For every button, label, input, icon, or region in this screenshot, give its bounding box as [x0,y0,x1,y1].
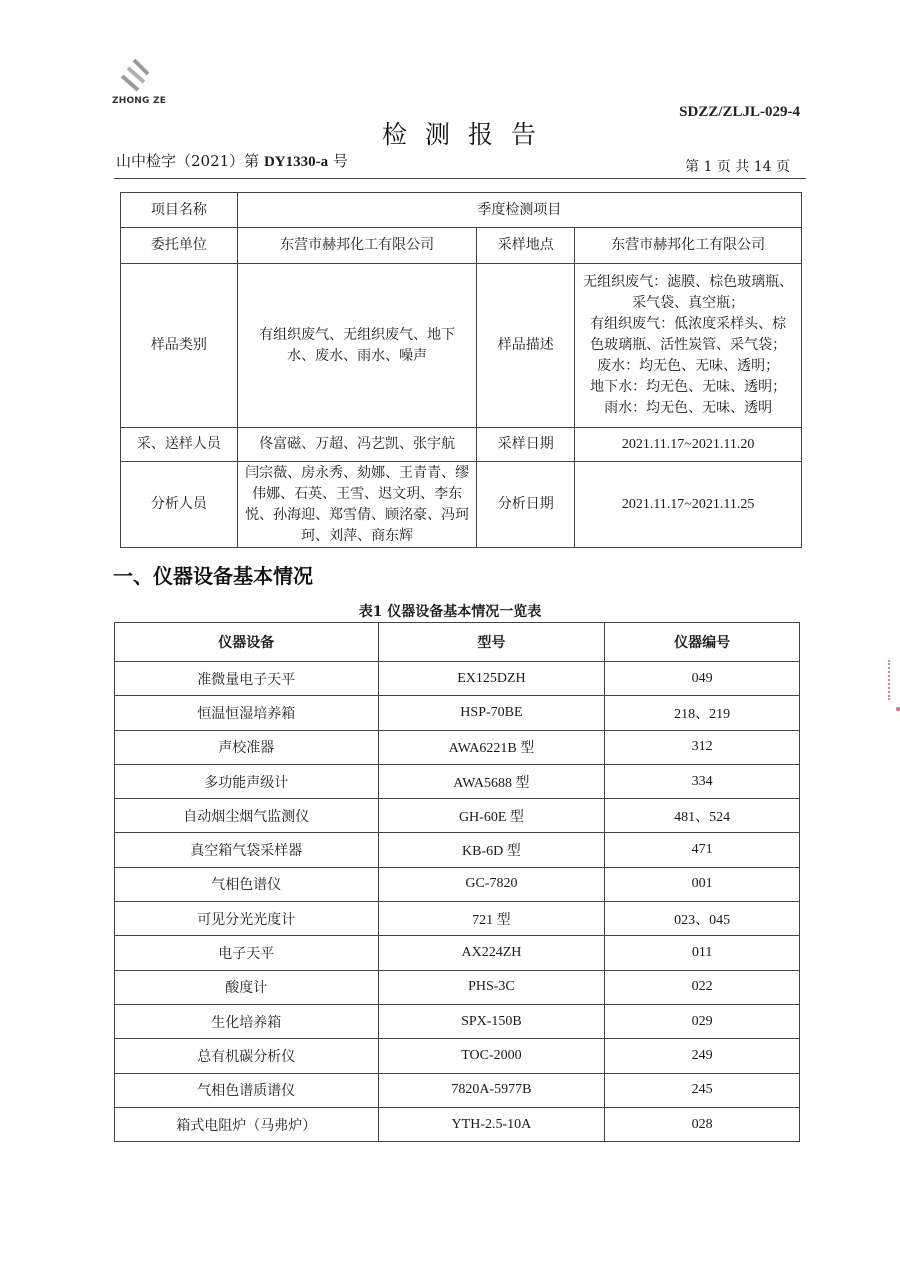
table-header-row [115,623,800,662]
sample-desc-line: 雨水：均无色、无味、透明 [604,400,773,416]
instrument-id-cell: 481、524 [605,799,800,833]
report-number-prefix: 山中检字（2021）第 [116,152,260,170]
column-header: 型号 [378,623,605,662]
equipment-name-cell: 准微量电子天平 [115,662,379,696]
instrument-id-cell: 049 [605,662,800,696]
instrument-id-cell: 022 [605,970,800,1004]
table-row [115,867,800,901]
table-row [115,1073,800,1107]
instrument-id-cell: 245 [605,1073,800,1107]
analysis-date-value: 2021.11.17~2021.11.25 [575,462,802,548]
sampling-site-value: 东营市赫邦化工有限公司 [575,228,802,264]
company-logo [112,58,172,118]
equipment-name-cell: 电子天平 [115,936,379,970]
sample-type-label: 样品类别 [121,264,238,428]
column-header: 仪器编号 [605,623,800,662]
stamp-mark [896,707,900,711]
samplers-value: 佟富磁、万超、冯艺凯、张宇航 [237,428,477,462]
report-number-suffix: 号 [332,152,348,170]
sampling-date-label: 采样日期 [477,428,575,462]
analysis-date-label: 分析日期 [477,462,575,548]
stamp-mark [888,660,893,700]
equipment-name-cell: 气相色谱质谱仪 [115,1073,379,1107]
table-row [115,1004,800,1038]
equipment-name-cell: 生化培养箱 [115,1004,379,1038]
report-number-code: DY1330-a [263,154,329,170]
sample-type-value: 有组织废气、无组织废气、地下水、废水、雨水、噪声 [237,264,477,428]
equipment-name-cell: 自动烟尘烟气监测仪 [115,799,379,833]
sample-desc-value [575,264,802,428]
table-row [115,730,800,764]
table-row [121,228,802,264]
equipment-name-cell: 总有机碳分析仪 [115,1039,379,1073]
sample-desc-line: 有组织废气：低浓度采样头、棕 [590,316,787,332]
model-cell: 7820A-5977B [378,1073,605,1107]
table-caption: 表1 仪器设备基本情况一览表 [358,604,542,620]
samplers-label: 采、送样人员 [121,428,238,462]
column-header: 仪器设备 [115,623,379,662]
instrument-id-cell: 001 [605,867,800,901]
client-value: 东营市赫邦化工有限公司 [237,228,477,264]
sampling-date-value: 2021.11.17~2021.11.20 [575,428,802,462]
page-info: 第 1 页 共 14 页 [685,159,790,175]
analysts-label: 分析人员 [121,462,238,548]
instrument-id-cell: 471 [605,833,800,867]
analysts-value: 闫宗薇、房永秀、劾娜、王青青、缪伟娜、石英、王雪、迟文玥、李东悦、孙海迎、郑雪倩、顾洺豪、冯珂珂、刘萍、商东辉 [237,462,477,548]
table-row [115,1107,800,1141]
equipment-name-cell: 可见分光光度计 [115,902,379,936]
table-row [115,662,800,696]
equipment-table [114,622,800,1142]
model-cell: EX125DZH [378,662,605,696]
table-row [115,833,800,867]
table-row [115,799,800,833]
model-cell: HSP-70BE [378,696,605,730]
table-row [115,1039,800,1073]
table-row [115,970,800,1004]
logo-text: ZHONG ZE [112,96,167,106]
section-heading: 一、仪器设备基本情况 [113,564,313,588]
table-row [115,764,800,798]
equipment-name-cell: 酸度计 [115,970,379,1004]
table-row [121,193,802,228]
sample-desc-line: 无组织废气：滤膜、棕色玻璃瓶、 [583,274,794,290]
project-name-label: 项目名称 [121,193,238,228]
header-divider [114,178,806,179]
model-cell: GH-60E 型 [378,799,605,833]
model-cell: SPX-150B [378,1004,605,1038]
table-row [115,902,800,936]
model-cell: AX224ZH [378,936,605,970]
model-cell: YTH-2.5-10A [378,1107,605,1141]
report-number [116,150,348,171]
instrument-id-cell: 218、219 [605,696,800,730]
model-cell: TOC-2000 [378,1039,605,1073]
model-cell: PHS-3C [378,970,605,1004]
document-title: 检测报告 [381,120,554,149]
report-info-table [120,192,802,548]
model-cell: AWA5688 型 [378,764,605,798]
client-label: 委托单位 [121,228,238,264]
equipment-name-cell: 多功能声级计 [115,764,379,798]
instrument-id-cell: 249 [605,1039,800,1073]
sample-desc-line: 色玻璃瓶、活性炭管、采气袋； [590,337,787,353]
sample-desc-label: 样品描述 [477,264,575,428]
equipment-name-cell: 箱式电阻炉（马弗炉） [115,1107,379,1141]
document-code: SDZZ/ZLJL-029-4 [679,104,800,120]
table-row [115,696,800,730]
sample-desc-line: 地下水：均无色、无味、透明； [590,379,787,395]
model-cell: 721 型 [378,902,605,936]
table-row [115,936,800,970]
instrument-id-cell: 011 [605,936,800,970]
instrument-id-cell: 029 [605,1004,800,1038]
equipment-name-cell: 气相色谱仪 [115,867,379,901]
model-cell: GC-7820 [378,867,605,901]
equipment-name-cell: 真空箱气袋采样器 [115,833,379,867]
project-name-value: 季度检测项目 [237,193,801,228]
sample-desc-line: 采气袋、真空瓶； [632,295,745,311]
equipment-name-cell: 恒温恒湿培养箱 [115,696,379,730]
instrument-id-cell: 023、045 [605,902,800,936]
table-row [121,462,802,548]
table-row [121,264,802,428]
instrument-id-cell: 028 [605,1107,800,1141]
model-cell: KB-6D 型 [378,833,605,867]
sample-desc-line: 废水：均无色、无味、透明； [597,358,780,374]
equipment-name-cell: 声校准器 [115,730,379,764]
sampling-site-label: 采样地点 [477,228,575,264]
model-cell: AWA6221B 型 [378,730,605,764]
instrument-id-cell: 312 [605,730,800,764]
instrument-id-cell: 334 [605,764,800,798]
table-row [121,428,802,462]
logo-stripes-icon [118,58,158,94]
